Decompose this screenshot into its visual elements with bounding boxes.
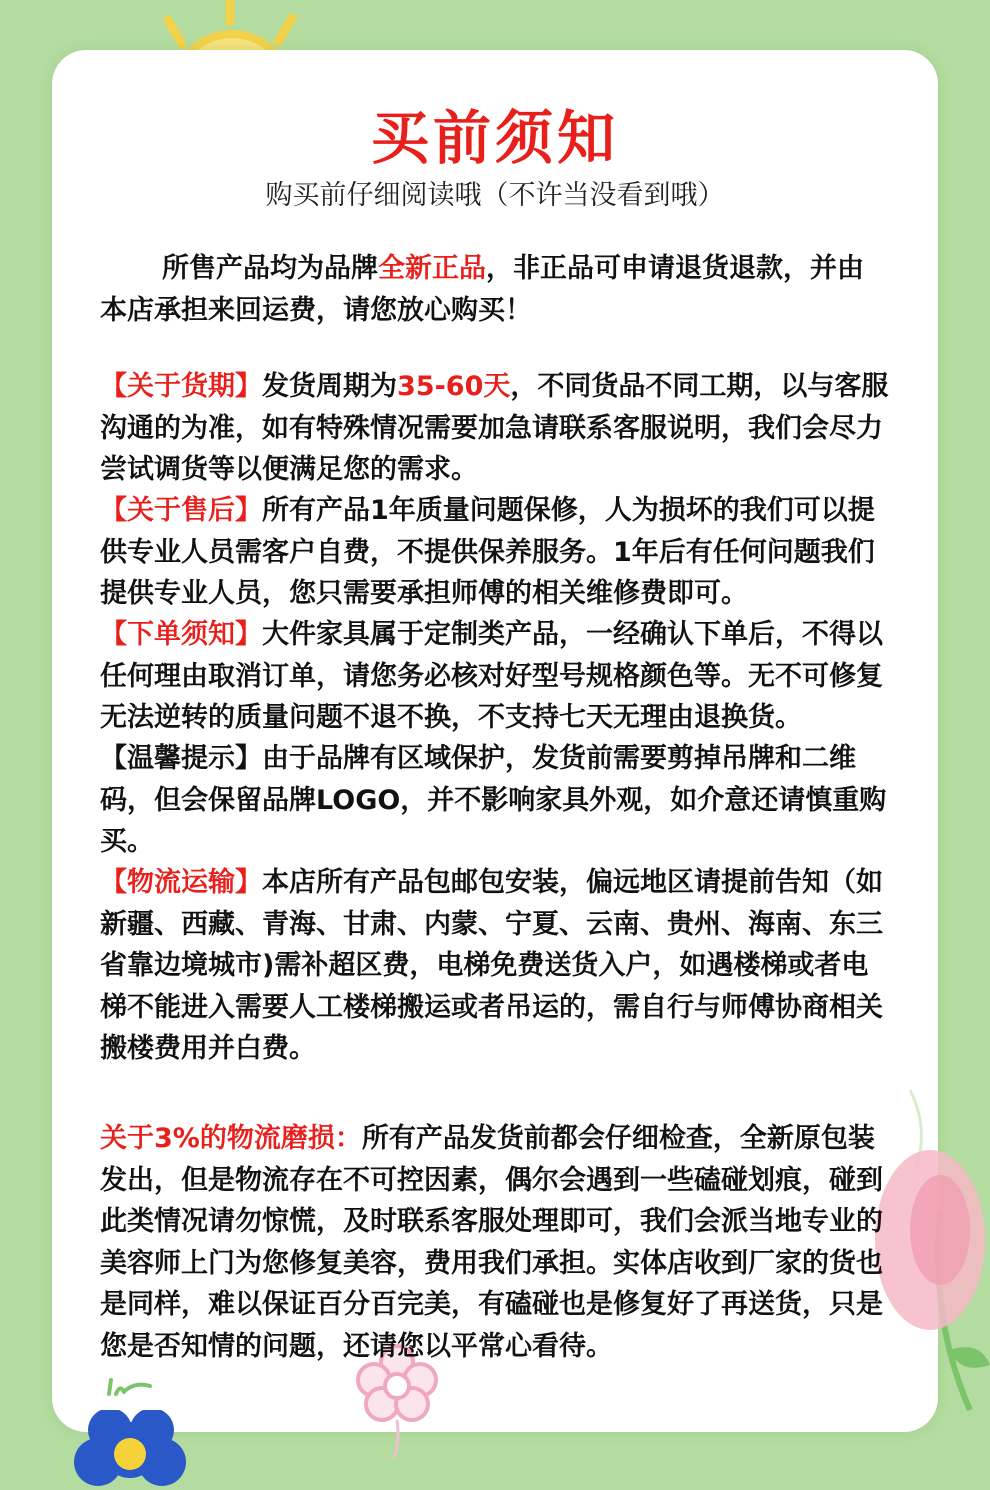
section-after-sales bbox=[100, 490, 890, 615]
section-tag: 【温馨提示】 bbox=[100, 743, 262, 774]
section-text: 所有产品1年质量问题保修，人为损坏的我们可以提供专业人员需客户自费，不提供保养服务。1年后有任何问题我们提供专业人员，您只需要承担师傅的相关维修费即可。 bbox=[100, 495, 875, 609]
section-highlight: 35-60天 bbox=[397, 371, 511, 402]
section-text: 由于品牌有区域保护，发货前需要剪掉吊牌和二维码，但会保留品牌LOGO，并不影响家具外观，如介意还请慎重购买。 bbox=[100, 743, 887, 857]
section-text-before: 发货周期为 bbox=[262, 371, 397, 402]
intro-paragraph bbox=[100, 248, 890, 331]
section-delivery bbox=[100, 366, 890, 491]
section-ordering bbox=[100, 614, 890, 739]
section-damage bbox=[100, 1118, 890, 1367]
section-tag: 【物流运输】 bbox=[100, 867, 262, 898]
section-logistics bbox=[100, 862, 890, 1070]
section-tips bbox=[100, 738, 890, 863]
section-tag: 【下单须知】 bbox=[100, 619, 262, 650]
section-tag: 【关于售后】 bbox=[100, 495, 262, 526]
intro-text-after: ，非正品可申请退货退款，并由本店承担来回运费，请您放心购买！ bbox=[100, 253, 864, 326]
section-tag: 【关于货期】 bbox=[100, 371, 262, 402]
grass-doodle bbox=[104, 1372, 164, 1402]
section-text: 大件家具属于定制类产品，一经确认下单后，不得以任何理由取消订单，请您务必核对好型号规格颜色等。无不可修复无法逆转的质量问题不退不换，不支持七天无理由退换货。 bbox=[100, 619, 883, 733]
blue-flower-illustration bbox=[70, 1410, 190, 1490]
page-title: 买前须知 bbox=[370, 104, 619, 172]
section-text-after: ，不同货品不同工期，以与客服沟通的为准，如有特殊情况需要加急请联系客服说明，我们会尽力尝试调货等以便满足您的需求。 bbox=[100, 371, 889, 485]
intro-highlight: 全新正品 bbox=[378, 253, 486, 284]
section-text: 本店所有产品包邮包安装，偏远地区请提前告知（如新疆、西藏、青海、甘肃、内蒙、宁夏、云南、贵州、海南、东三省靠边境城市)需补超区费，电梯免费送货入户，如遇楼梯或者电梯不能进入需要人工楼梯搬运或者吊运的，需自行与师傅协商相关搬楼费用并白费。 bbox=[100, 867, 883, 1064]
section-text: 所有产品发货前都会仔细检查，全新原包装发出，但是物流存在不可控因素，偶尔会遇到一些磕碰划痕，碰到此类情况请勿惊慌，及时联系客服处理即可，我们会派当地专业的美容师上门为您修复美容，费用我们承担。实体店收到厂家的货也是同样，难以保证百分百完美，有磕碰也是修复好了再送货，只是您是否知情的问题，还请您以平常心看待。 bbox=[100, 1123, 883, 1362]
section-tag: 关于3%的物流磨损： bbox=[100, 1123, 362, 1154]
page-subtitle: 购买前仔细阅读哦（不许当没看到哦） bbox=[265, 180, 725, 211]
intro-text-before: 所售产品均为品牌 bbox=[162, 253, 378, 284]
